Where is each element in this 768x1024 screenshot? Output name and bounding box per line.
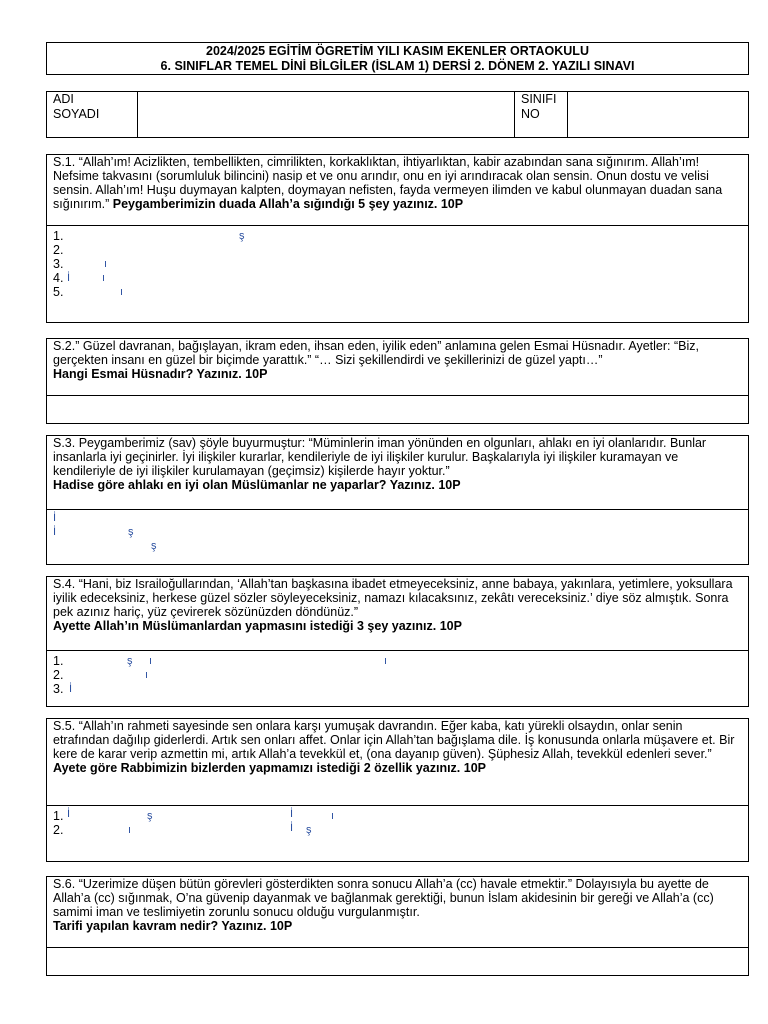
number-label: NO (521, 107, 540, 121)
answer-area-1[interactable] (47, 226, 748, 299)
question-1 (46, 154, 749, 323)
faint-mark: ı (120, 286, 124, 298)
faint-mark: İ (69, 683, 73, 695)
answer-line: 3. (53, 682, 64, 696)
question-3-body: S.3. Peygamberimiz (sav) şöyle buyurmuştur: “Müminlerin iman yönünden en olgunları, ahlakı en iyi olanlarıdır. Bunlar insanlarla iyi geçinirler. İyi ilişkiler kurarlar, kendileriyle de iyi ilişkiler kurulur. Başkalarıyla iyi ilişkiler kuramayan ve kendileriyle de iyi ilişkiler kurulamayan (geçimsiz) kişilerde hayır yoktur.” (53, 436, 707, 478)
answer-area-2[interactable] (47, 396, 748, 399)
question-4-instruction: Ayette Allah’ın Müslümanlardan yapmasını istediği 3 şey yazınız. 10P (53, 619, 462, 633)
faint-mark: ş (127, 655, 133, 667)
class-label-cell (515, 92, 568, 137)
faint-mark: İ (290, 822, 294, 834)
faint-mark: İ (53, 512, 57, 524)
faint-mark: ı (331, 810, 335, 822)
faint-mark: ş (151, 540, 157, 552)
answer-line: 1. (53, 229, 64, 243)
question-5-body: S.5. “Allah’ın rahmeti sayesinde sen onlara karşı yumuşak davrandın. Eğer kaba, katı yürekli olsaydın, onlar senin etrafından dağılıp giderlerdi. Artık sen onları affet. Onlar için Allah’tan bağışlama dile. İş konusunda onlarla müşavere et. Bir kere de karar verip azmettin mi, artık Allah’a tevekkül et, (ona dayanıp güven). Şüphesiz Allah, tevekkül edenleri sever.” (53, 719, 735, 761)
question-3 (46, 435, 749, 565)
question-3-instruction: Hadise göre ahlakı en iyi olan Müslümanlar ne yaparlar? Yazınız. 10P (53, 478, 461, 492)
student-info-table (46, 91, 749, 138)
question-6-text (47, 877, 748, 948)
answer-line: 4. (53, 271, 64, 285)
answer-area-3[interactable] (47, 510, 748, 552)
name-label: ADI (53, 92, 74, 106)
exam-title-line-1: 2024/2025 EGİTİM ÖGRETİM YILI KASIM EKENLER ORTAOKULU (206, 44, 589, 58)
answer-line: 2. (53, 243, 64, 257)
question-4-body: S.4. “Hani, biz Israiloğullarından, ‘Allah’tan başkasına ibadet etmeyeceksiniz, anne babaya, yakınlara, yetimlere, yoksullara iyilik edeceksiniz, herkese güzel sözler söyleyeceksiniz, namazı kılacaksınız, zekâtı vereceksiniz.’ diye söz almıştık. Sonra pek azınız hariç, yüz çevirerek sözünüzden döndünüz.” (53, 577, 733, 619)
question-6-body: S.6. “Uzerimize düşen bütün görevleri gösterdikten sonra sonucu Allah’a (cc) havale etmektir.” Dolayısıyla bu ayette de Allah’a (cc) sığınmak, O’na güvenip dayanmak ve bağlanmak gerektiği, bunun İslam akidesinin bir gereği ve Allah’a (cc) samimi iman ve teslimiyetin zorunlu sonucu olduğu vurgulanmıştır. (53, 877, 714, 919)
answer-line: 5. (53, 285, 64, 299)
question-5 (46, 718, 749, 862)
faint-mark: ş (147, 810, 153, 822)
question-2-text (47, 339, 748, 396)
faint-mark: ı (128, 824, 132, 836)
faint-mark: ı (145, 669, 149, 681)
surname-label: SOYADI (53, 107, 100, 121)
question-2-instruction: Hangi Esmai Hüsnadır? Yazınız. 10P (53, 367, 268, 381)
faint-mark: İ (67, 808, 71, 820)
class-number-field[interactable] (568, 92, 748, 137)
answer-area-6[interactable] (47, 948, 748, 951)
answer-line: 2. (53, 823, 64, 837)
question-1-text (47, 155, 748, 226)
name-label-cell (47, 92, 138, 137)
faint-mark: ı (149, 655, 153, 667)
exam-header (46, 42, 749, 75)
name-field[interactable] (138, 92, 515, 137)
question-3-text (47, 436, 748, 510)
answer-area-4[interactable] (47, 651, 748, 696)
answer-line: 1. (53, 654, 64, 668)
faint-mark: ı (102, 272, 106, 284)
answer-line: 3. (53, 257, 64, 271)
question-2-body: S.2.” Güzel davranan, bağışlayan, ikram eden, ihsan eden, iyilik eden” anlamına gelen Esmai Hüsnadır. Ayetler: “Biz, gerçekten insanı en güzel bir biçimde yarattık.” “… Sizi şekillendirdi ve şekillerinizi de güzel yaptı…” (53, 339, 699, 367)
question-5-text (47, 719, 748, 806)
answer-area-5[interactable] (47, 806, 748, 837)
exam-title-line-2: 6. SINIFLAR TEMEL DİNİ BİLGİLER (İSLAM 1) DERSİ 2. DÖNEM 2. YAZILI SINAVI (160, 59, 635, 73)
faint-mark: ş (128, 526, 134, 538)
faint-mark: İ (53, 526, 57, 538)
question-4-text (47, 577, 748, 651)
question-1-body: S.1. “Allah’ım! Acizlikten, tembellikten, cimrilikten, korkaklıktan, ihtiyarlıktan, kabir azabından sana sığınırım. Allah’ım! Nefsime takvasını (sorumluluk bilincini) nasip et ve onu arındır, onu en iyi arındıracak olan sensin. Onun dostu ve velisi sensin. Allah’ım! Huşu duymayan kalpten, doymayan nefisten, fayda vermeyen ilimden ve kabul olunmayan duadan sana sığınırım.” (53, 155, 723, 211)
faint-mark: ı (104, 258, 108, 270)
answer-line: 1. (53, 809, 64, 823)
question-4 (46, 576, 749, 707)
question-6 (46, 876, 749, 976)
question-2 (46, 338, 749, 424)
question-6-instruction: Tarifi yapılan kavram nedir? Yazınız. 10P (53, 919, 293, 933)
faint-mark: ı (384, 655, 388, 667)
faint-mark: ş (306, 824, 312, 836)
class-label: SINIFI (521, 92, 557, 106)
question-5-instruction: Ayete göre Rabbimizin bizlerden yapmamızı istediği 2 özellik yazınız. 10P (53, 761, 486, 775)
faint-mark: İ (67, 272, 71, 284)
answer-line: 2. (53, 668, 64, 682)
faint-mark: ş (239, 230, 245, 242)
faint-mark: İ (290, 808, 294, 820)
question-1-instruction: Peygamberimizin duada Allah’a sığındığı 5 şey yazınız. 10P (112, 197, 464, 211)
